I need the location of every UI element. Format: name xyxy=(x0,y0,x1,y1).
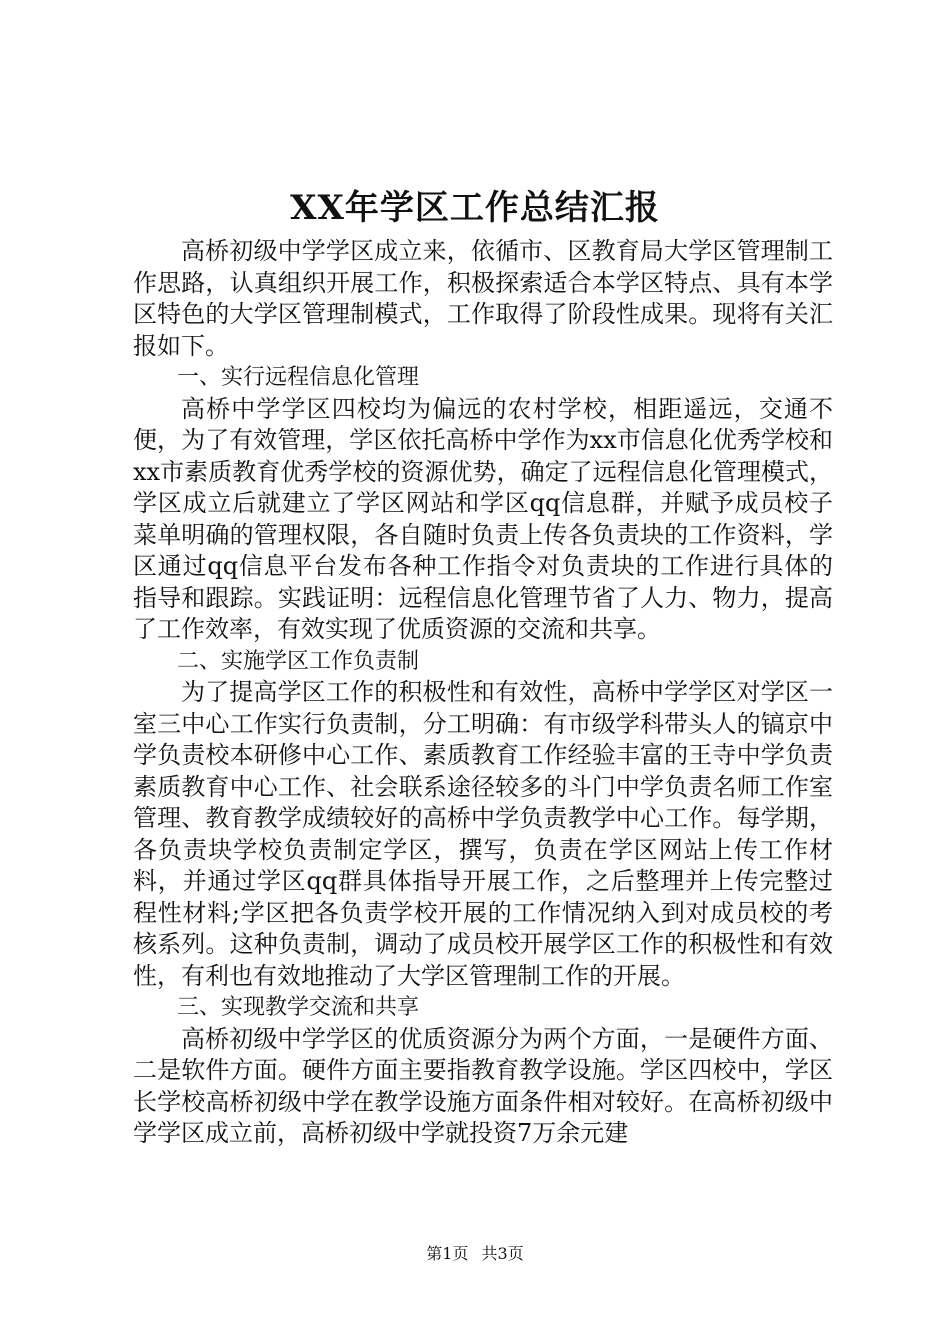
section-paragraph-1: 高桥中学学区四校均为偏远的农村学校，相距遥远，交通不便，为了有效管理，学区依托高桥中学作为xx市信息化优秀学校和xx市素质教育优秀学校的资源优势，确定了远程信息化管理模式，学区成立后就建立了学区网站和学区qq信息群，并赋予成员校子菜单明确的管理权限，各自随时负责上传各负责块的工作资料，学区通过qq信息平台发布各种工作指令对负责块的工作进行具体的指导和跟踪。实践证明：远程信息化管理节省了人力、物力，提高了工作效率，有效实现了优质资源的交流和共享。 xyxy=(133,394,833,643)
section-heading-1: 一、实行远程信息化管理 xyxy=(177,365,420,390)
section-heading-2: 二、实施学区工作负责制 xyxy=(177,648,420,674)
section-paragraph-3: 高桥初级中学学区的优质资源分为两个方面，一是硬件方面、二是软件方面。硬件方面主要指教育教学设施。学区四校中，学区长学校高桥初级中学在教学设施方面条件相对较好。在高桥初级中学学区成立前，高桥初级中学就投资7万余元建 xyxy=(133,1024,833,1147)
page-footer xyxy=(0,1244,950,1264)
intro-paragraph: 高桥初级中学学区成立来，依循市、区教育局大学区管理制工作思路，认真组织开展工作，积极探索适合本学区特点、具有本学区特色的大学区管理制模式，工作取得了阶段性成果。现将有关汇报如下。 xyxy=(133,237,833,360)
page-number: 第1页 xyxy=(426,1244,469,1263)
page-total: 共3页 xyxy=(481,1244,524,1263)
document-title: XX年学区工作总结汇报 xyxy=(290,188,660,228)
document-body xyxy=(133,236,833,1150)
section-paragraph-2: 为了提高学区工作的积极性和有效性，高桥中学学区对学区一室三中心工作实行负责制，分工明确：有市级学科带头人的镐京中学负责校本研修中心工作、素质教育工作经验丰富的王寺中学负责素质教育中心工作、社会联系途径较多的斗门中学负责名师工作室管理、教育教学成绩较好的高桥中学负责教学中心工作。每学期，各负责块学校负责制定学区，撰写，负责在学区网站上传工作材料，并通过学区qq群具体指导开展工作，之后整理并上传完整过程性材料;学区把各负责学校开展的工作情况纳入到对成员校的考核系列。这种负责制，调动了成员校开展学区工作的积极性和有效性，有利也有效地推动了大学区管理制工作的开展。 xyxy=(133,678,833,990)
section-heading-3: 三、实现教学交流和共享 xyxy=(177,995,420,1020)
